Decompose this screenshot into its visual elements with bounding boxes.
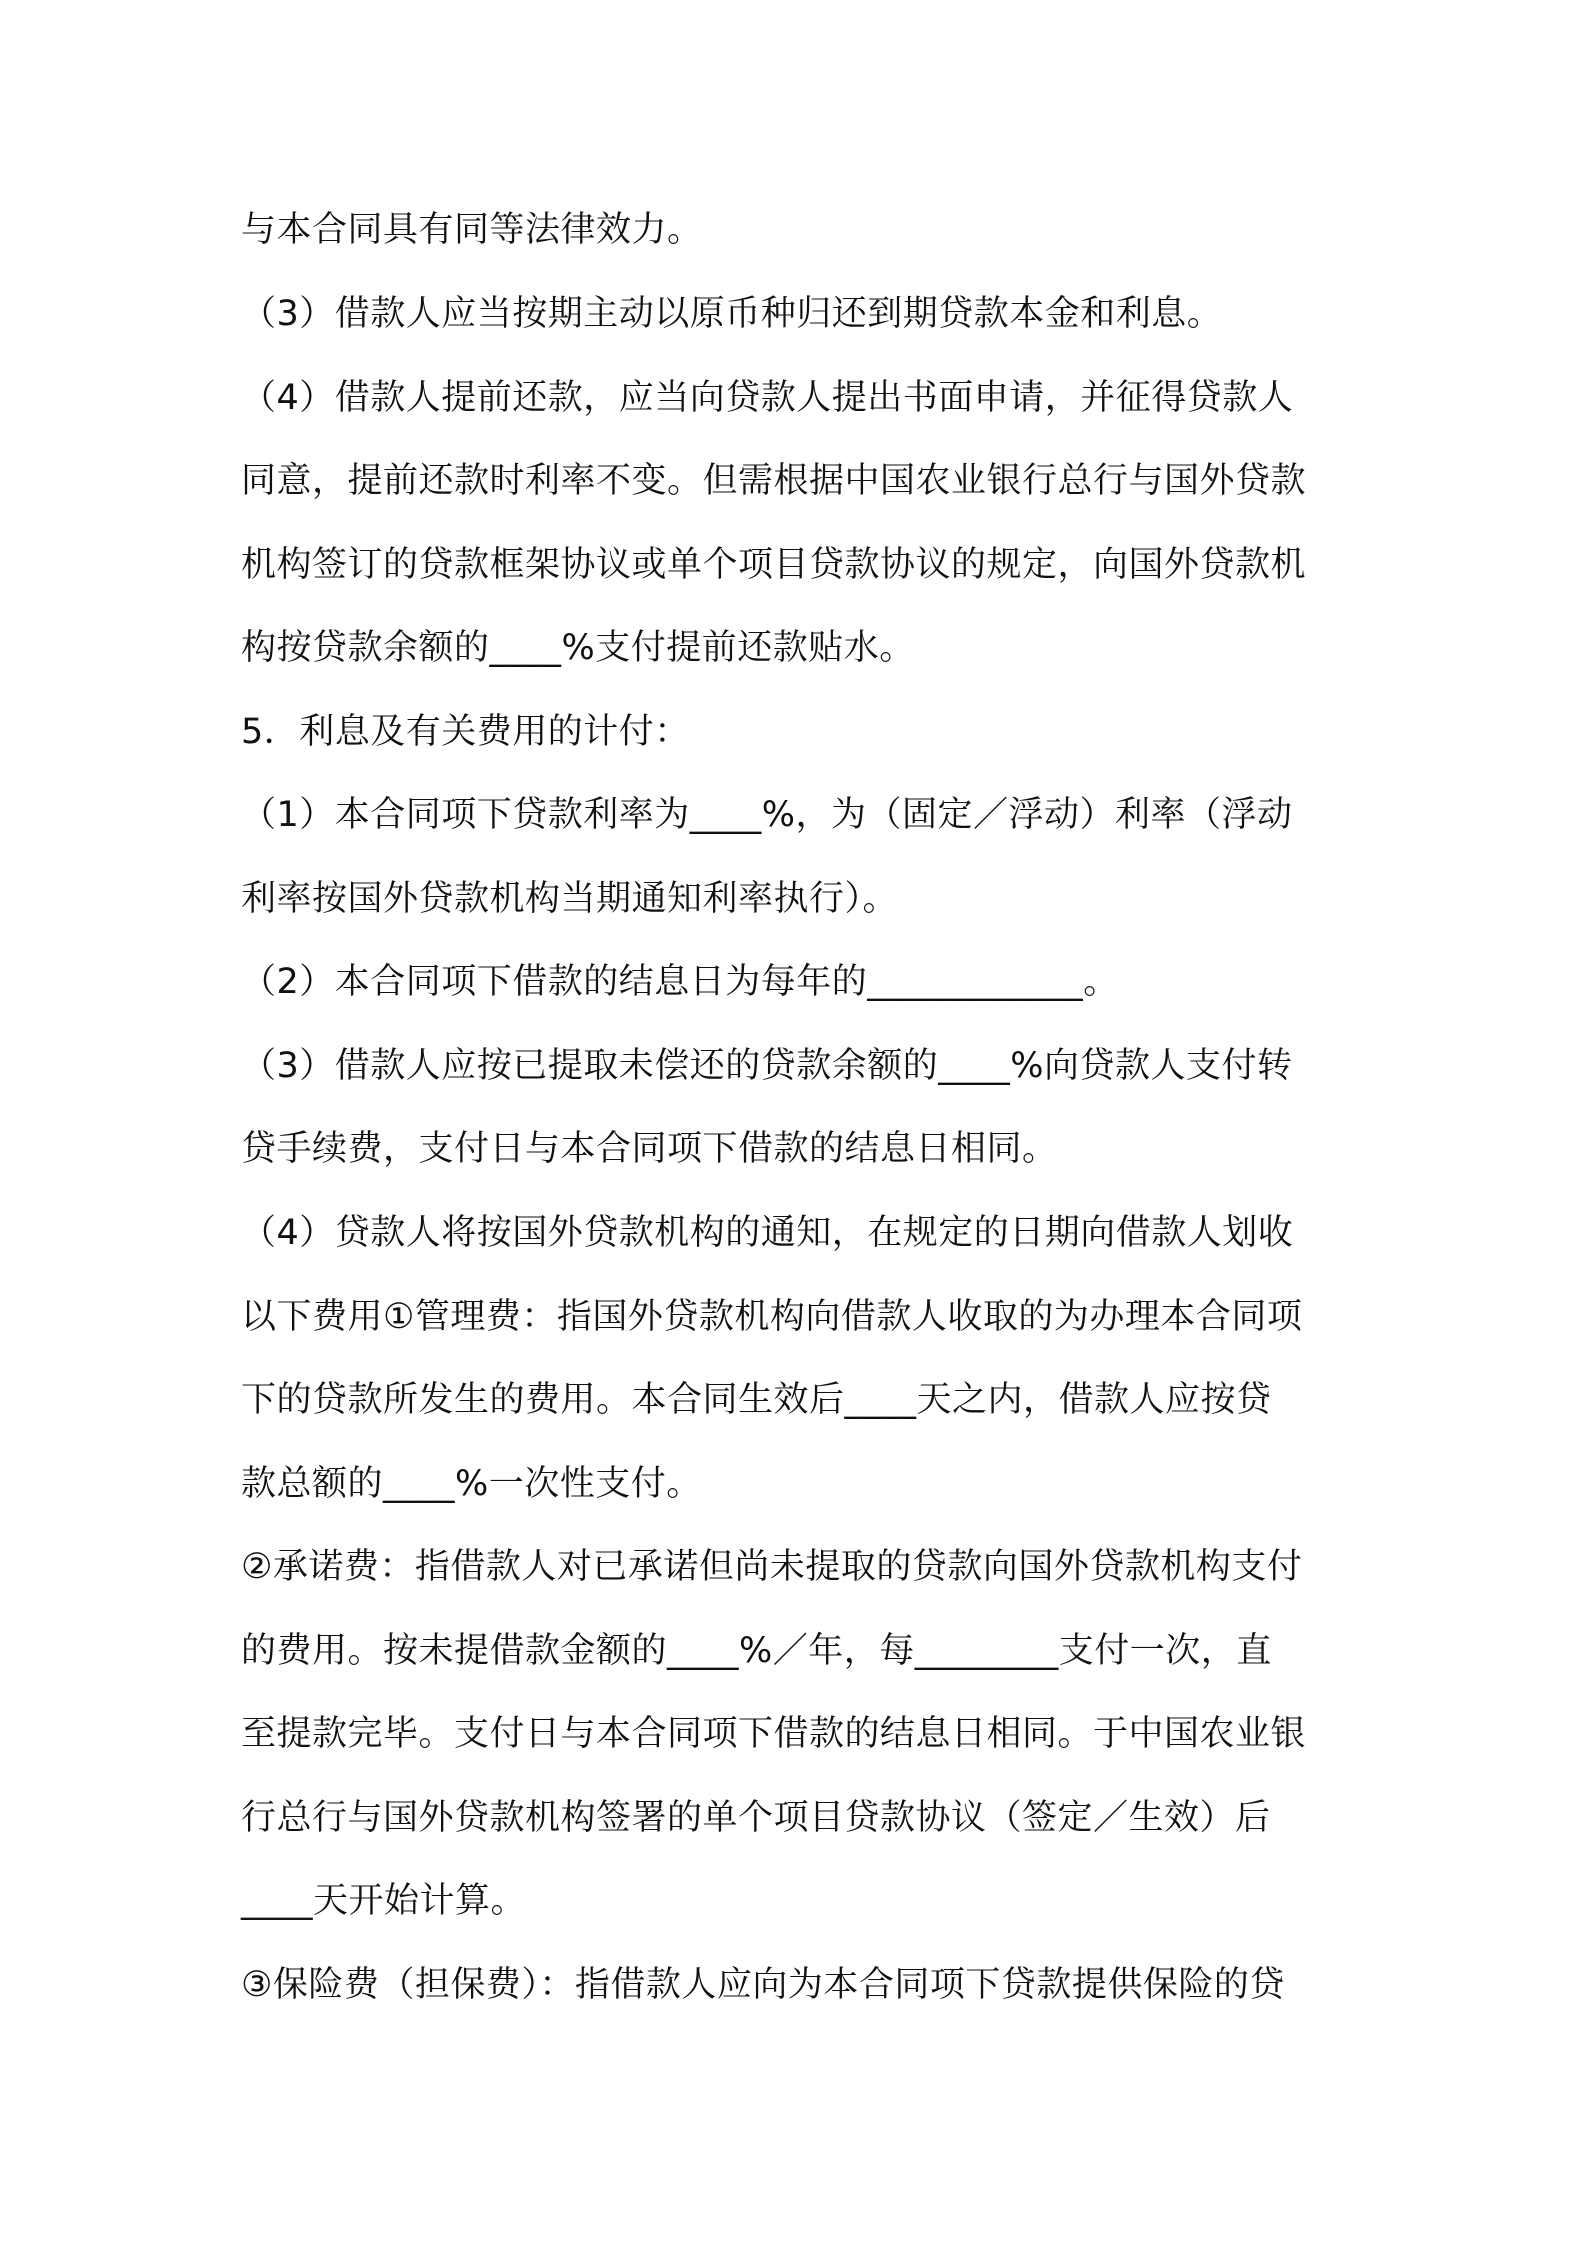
text-line: 构按贷款余额的____%支付提前还款贴水。 bbox=[241, 628, 915, 668]
section-heading: 5．利息及有关费用的计付： bbox=[241, 712, 690, 752]
text-line: 至提款完毕。支付日与本合同项下借款的结息日相同。于中国农业银 bbox=[241, 1714, 1307, 1754]
text-line: ③保险费（担保费）：指借款人应向为本合同项下贷款提供保险的贷 bbox=[241, 1965, 1285, 2005]
text-line: 以下费用①管理费：指国外贷款机构向借款人收取的为办理本合同项 bbox=[241, 1297, 1303, 1337]
text-line: 下的贷款所发生的费用。本合同生效后____天之内，借款人应按贷 bbox=[241, 1380, 1272, 1420]
text-line: ②承诺费：指借款人对已承诺但尚未提取的贷款向国外贷款机构支付 bbox=[241, 1547, 1303, 1587]
text-line: ____天开始计算。 bbox=[241, 1881, 527, 1921]
text-line: 行总行与国外贷款机构签署的单个项目贷款协议（签定／生效）后 bbox=[241, 1798, 1271, 1838]
text-line: 机构签订的贷款框架协议或单个项目贷款协议的规定，向国外贷款机 bbox=[241, 545, 1307, 585]
text-line: （3）借款人应当按期主动以原币种归还到期贷款本金和利息。 bbox=[241, 294, 1223, 334]
text-line: （4）借款人提前还款，应当向贷款人提出书面申请，并征得贷款人 bbox=[241, 378, 1294, 418]
text-line: （2）本合同项下借款的结息日为每年的____________。 bbox=[241, 962, 1119, 1002]
text-line: （4）贷款人将按国外贷款机构的通知，在规定的日期向借款人划收 bbox=[241, 1213, 1294, 1253]
text-line: （1）本合同项下贷款利率为____%，为（固定／浮动）利率（浮动 bbox=[241, 795, 1293, 835]
text-line: 与本合同具有同等法律效力。 bbox=[241, 210, 703, 250]
text-line: 贷手续费，支付日与本合同项下借款的结息日相同。 bbox=[241, 1129, 1058, 1169]
text-line: 款总额的____%一次性支付。 bbox=[241, 1464, 702, 1504]
text-line: 的费用。按未提借款金额的____%／年，每________支付一次，直 bbox=[241, 1631, 1272, 1671]
text-line: （3）借款人应按已提取未偿还的贷款余额的____%向贷款人支付转 bbox=[241, 1046, 1293, 1086]
text-line: 利率按国外贷款机构当期通知利率执行）。 bbox=[241, 879, 899, 919]
text-line: 同意，提前还款时利率不变。但需根据中国农业银行总行与国外贷款 bbox=[241, 461, 1307, 501]
